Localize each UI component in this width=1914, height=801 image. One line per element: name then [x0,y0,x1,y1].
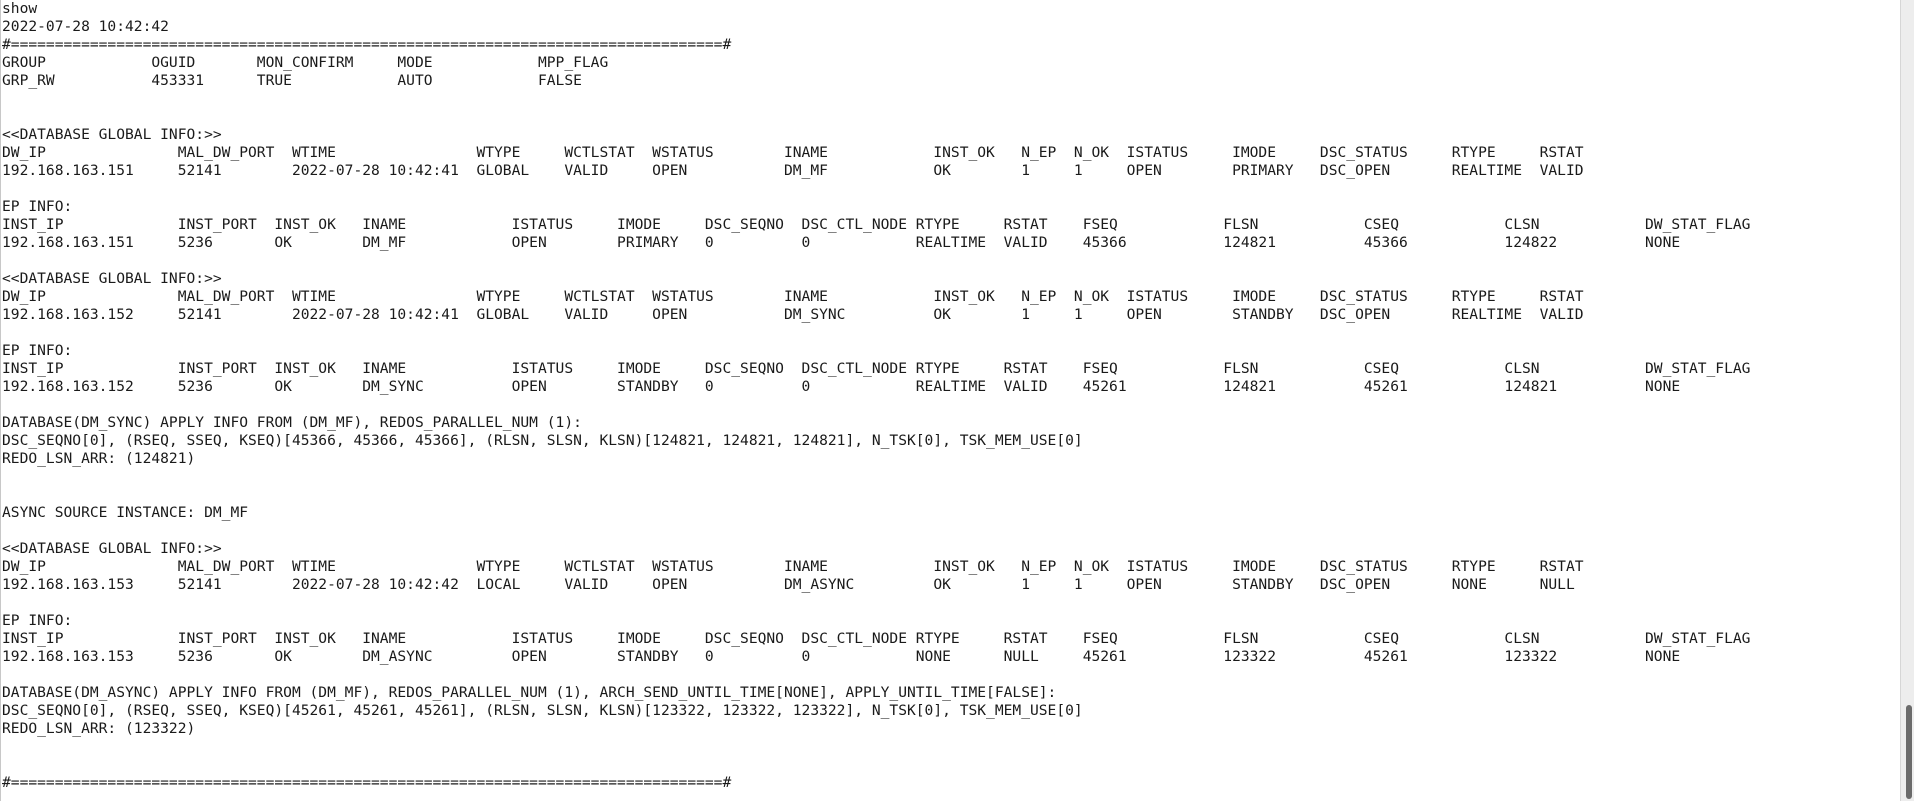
terminal-line [2,324,1890,342]
terminal-line: show [2,0,38,17]
terminal-line [2,486,1890,504]
terminal-line: <<DATABASE GLOBAL INFO:>> [2,540,222,557]
terminal-line: DW_IP MAL_DW_PORT WTIME WTYPE WCTLSTAT WSTATUS INAME INST_OK N_EP N_OK ISTATUS IMODE DSC_STATUS RTYPE RSTAT [2,144,1584,161]
vertical-scrollbar[interactable] [1900,0,1914,801]
terminal-line [2,756,1890,774]
terminal-line: 192.168.163.153 5236 OK DM_ASYNC OPEN STANDBY 0 0 NONE NULL 45261 123322 45261 123322 NONE [2,648,1681,665]
terminal-line: DATABASE(DM_SYNC) APPLY INFO FROM (DM_MF), REDOS_PARALLEL_NUM (1): [2,414,582,431]
terminal-line: EP INFO: [2,612,73,629]
terminal-line [2,396,1890,414]
terminal-line: <<DATABASE GLOBAL INFO:>> [2,126,222,143]
terminal-line: DSC_SEQNO[0], (RSEQ, SSEQ, KSEQ)[45366, 45366, 45366], (RLSN, SLSN, KLSN)[124821, 124821, 124821], N_TSK[0], TSK_MEM_USE[0] [2,432,1083,449]
terminal-line: 192.168.163.152 5236 OK DM_SYNC OPEN STANDBY 0 0 REALTIME VALID 45261 124821 45261 124821 NONE [2,378,1681,395]
terminal-line: 192.168.163.151 5236 OK DM_MF OPEN PRIMARY 0 0 REALTIME VALID 45366 124821 45366 124822 NONE [2,234,1681,251]
terminal-line: ASYNC SOURCE INSTANCE: DM_MF [2,504,249,521]
terminal-line [2,594,1890,612]
terminal-line: DATABASE(DM_ASYNC) APPLY INFO FROM (DM_MF), REDOS_PARALLEL_NUM (1), ARCH_SEND_UNTIL_TIME[NONE], APPLY_UNTIL_TIME[FALSE]: [2,684,1057,701]
terminal-line: GROUP OGUID MON_CONFIRM MODE MPP_FLAG [2,54,609,71]
scrollbar-thumb[interactable] [1906,705,1912,799]
terminal-line: REDO_LSN_ARR: (124821) [2,450,196,467]
terminal-line [2,252,1890,270]
terminal-line: 192.168.163.152 52141 2022-07-28 10:42:41 GLOBAL VALID OPEN DM_SYNC OK 1 1 OPEN STANDBY DSC_OPEN REALTIME VALID [2,306,1584,323]
terminal-line [2,666,1890,684]
terminal-line: DW_IP MAL_DW_PORT WTIME WTYPE WCTLSTAT WSTATUS INAME INST_OK N_EP N_OK ISTATUS IMODE DSC_STATUS RTYPE RSTAT [2,288,1584,305]
terminal-line [2,468,1890,486]
terminal-line: 2022-07-28 10:42:42 [2,18,169,35]
terminal-line: #=================================================================================# [2,774,732,791]
terminal-line: 192.168.163.153 52141 2022-07-28 10:42:42 LOCAL VALID OPEN DM_ASYNC OK 1 1 OPEN STANDBY DSC_OPEN NONE NULL [2,576,1575,593]
terminal-line: EP INFO: [2,342,73,359]
terminal-line: REDO_LSN_ARR: (123322) [2,720,196,737]
terminal-line: #=================================================================================# [2,36,732,53]
terminal-line: DSC_SEQNO[0], (RSEQ, SSEQ, KSEQ)[45261, 45261, 45261], (RLSN, SLSN, KLSN)[123322, 123322, 123322], N_TSK[0], TSK_MEM_USE[0] [2,702,1083,719]
terminal-line: GRP_RW 453331 TRUE AUTO FALSE [2,72,582,89]
terminal-line: 192.168.163.151 52141 2022-07-28 10:42:41 GLOBAL VALID OPEN DM_MF OK 1 1 OPEN PRIMARY DSC_OPEN REALTIME VALID [2,162,1584,179]
terminal-line [2,108,1890,126]
terminal-line [2,522,1890,540]
terminal-line [2,180,1890,198]
terminal-line: INST_IP INST_PORT INST_OK INAME ISTATUS IMODE DSC_SEQNO DSC_CTL_NODE RTYPE RSTAT FSEQ FLSN CSEQ CLSN DW_STAT_FLAG [2,216,1751,233]
terminal-line: INST_IP INST_PORT INST_OK INAME ISTATUS IMODE DSC_SEQNO DSC_CTL_NODE RTYPE RSTAT FSEQ FLSN CSEQ CLSN DW_STAT_FLAG [2,630,1751,647]
terminal-line [2,90,1890,108]
terminal-line: <<DATABASE GLOBAL INFO:>> [2,270,222,287]
terminal-line [2,738,1890,756]
terminal-line: EP INFO: [2,198,73,215]
terminal-line: INST_IP INST_PORT INST_OK INAME ISTATUS IMODE DSC_SEQNO DSC_CTL_NODE RTYPE RSTAT FSEQ FLSN CSEQ CLSN DW_STAT_FLAG [2,360,1751,377]
terminal-line: DW_IP MAL_DW_PORT WTIME WTYPE WCTLSTAT WSTATUS INAME INST_OK N_EP N_OK ISTATUS IMODE DSC_STATUS RTYPE RSTAT [2,558,1584,575]
